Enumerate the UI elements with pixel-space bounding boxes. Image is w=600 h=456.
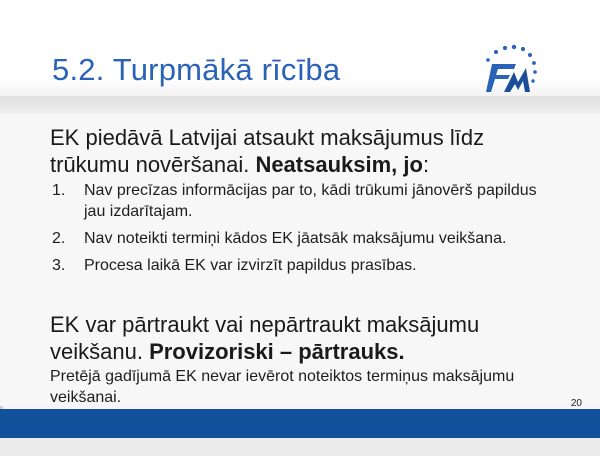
- lead-colon: :: [422, 152, 430, 177]
- bottom-bar: [0, 409, 600, 438]
- list-item: [50, 180, 550, 222]
- list-item-number: 3.: [52, 257, 66, 274]
- list-item: [50, 255, 550, 276]
- list-item-text: Nav precīzas informācijas par to, kādi trūkumi jānovērš papildus jau izdarītajam.: [84, 182, 537, 220]
- list-item: [50, 228, 550, 249]
- list-item-number: 2.: [52, 230, 66, 247]
- page-number: 20: [570, 398, 582, 409]
- second-lead-text: EK var pārtraukt vai nepārtraukt maksājumu veikšanu.: [50, 312, 480, 364]
- lead-paragraph: [50, 124, 550, 178]
- lead-bold-text: Neatsauksim, jo: [255, 152, 423, 177]
- second-lead-bold-text: Provizoriski – pārtrauks.: [149, 339, 405, 364]
- second-lead-paragraph: [50, 311, 550, 365]
- footer-paragraph: Pretējā gadījumā EK nevar ievērot noteiktos termiņus maksājumu veikšanai.: [50, 368, 515, 406]
- bottom-strip: [0, 438, 600, 456]
- slide-title: 5.2. Turpmākā rīcība: [52, 52, 341, 87]
- slide-body: [0, 114, 600, 406]
- fm-logo-icon: [478, 42, 540, 104]
- list-item-text: Nav noteikti termiņi kādos EK jāatsāk maksājumu veikšana.: [84, 230, 507, 247]
- list-item-text: Procesa laikā EK var izvirzīt papildus prasības.: [84, 257, 417, 274]
- list-item-number: 1.: [52, 182, 66, 199]
- lead-text: EK piedāvā Latvijai atsaukt maksājumus līdz trūkumu novēršanai.: [50, 125, 485, 177]
- reasons-list: [50, 180, 550, 282]
